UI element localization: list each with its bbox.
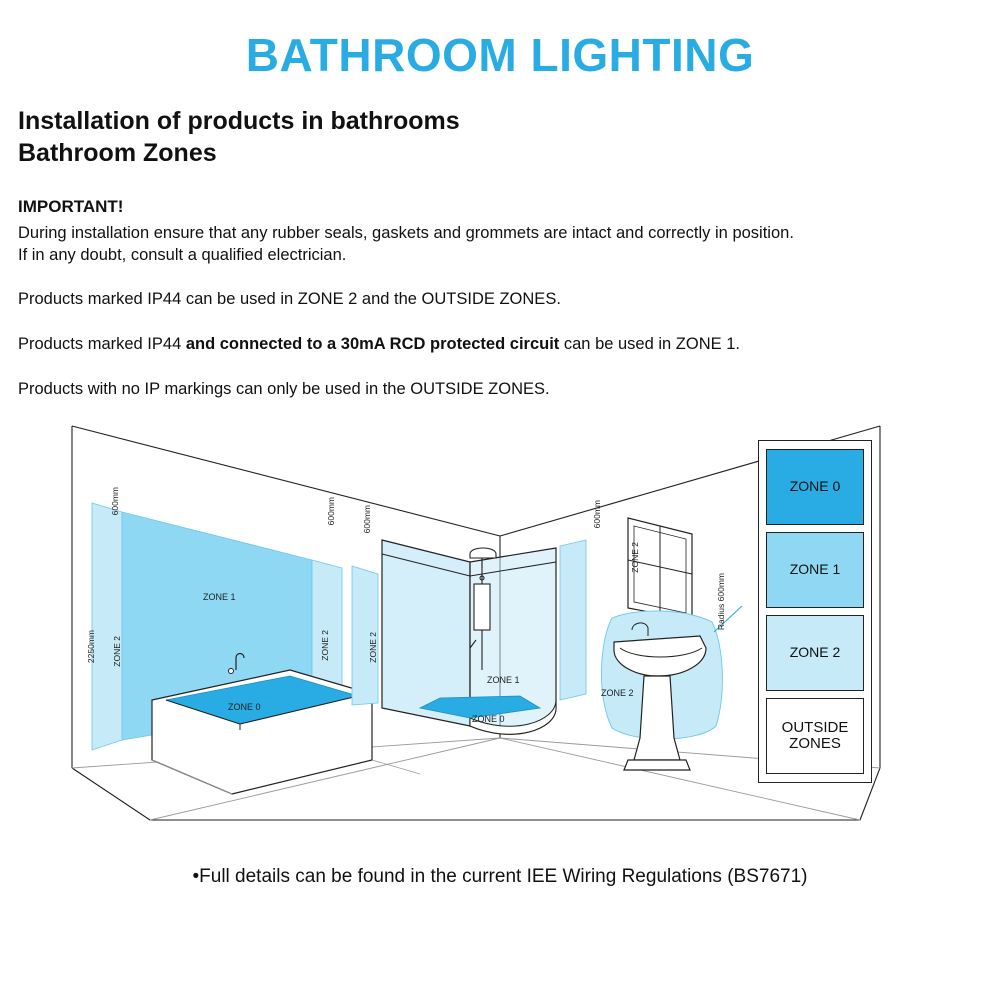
paragraph-installation-line-1: During installation ensure that any rubber seals, gaskets and grommets are intact and correctly in position. — [18, 224, 794, 242]
heading-line-2: Bathroom Zones — [18, 139, 217, 167]
label-dim-600-4: 600mm — [592, 500, 602, 529]
label-basin-zone2: ZONE 2 — [601, 688, 634, 698]
legend-item-zone-1: ZONE 1 — [766, 532, 864, 608]
footer-note: •Full details can be found in the current IEE Wiring Regulations (BS7671) — [192, 866, 808, 887]
paragraph-no-ip: Products with no IP markings can only be used in the OUTSIDE ZONES. — [18, 380, 550, 398]
label-shower-zone1: ZONE 1 — [487, 675, 520, 685]
page-title: BATHROOM LIGHTING — [245, 29, 755, 81]
legend-item-zone-2: ZONE 2 — [766, 615, 864, 691]
label-radius: Radius 600mm — [716, 573, 726, 631]
important-label: IMPORTANT! — [18, 197, 124, 216]
label-dim-600-3: 600mm — [362, 505, 372, 534]
heading-line-1: Installation of products in bathrooms — [18, 107, 460, 135]
zone-legend — [758, 440, 872, 783]
paragraph-ip44-rcd-part-3: can be used in ZONE 1. — [559, 335, 740, 353]
legend-item-outside-zones — [766, 698, 864, 774]
legend-outside-line-1: OUTSIDE — [781, 718, 849, 736]
paragraph-ip44-zone2: Products marked IP44 can be used in ZONE 2 and the OUTSIDE ZONES. — [18, 290, 561, 308]
label-bath-zone2-left: ZONE 2 — [112, 636, 122, 667]
paragraph-ip44-rcd-bold: and connected to a 30mA RCD protected circuit — [185, 335, 560, 353]
label-bath-zone1: ZONE 1 — [203, 592, 236, 602]
label-dim-600-1: 600mm — [110, 487, 120, 516]
paragraph-installation-line-2: If in any doubt, consult a qualified electrician. — [18, 246, 347, 265]
section-heading — [18, 105, 460, 169]
legend-outside-line-2: ZONES — [789, 735, 841, 752]
label-shower-zone2: ZONE 2 — [368, 632, 378, 663]
label-bath-height: 2250mm — [86, 630, 96, 664]
paragraph-installation — [18, 222, 993, 267]
label-bath-zone0: ZONE 0 — [228, 702, 261, 712]
legend-item-zone-0: ZONE 0 — [766, 449, 864, 525]
paragraph-ip44-rcd — [18, 333, 740, 355]
label-shower-zone0: ZONE 0 — [472, 714, 505, 724]
label-dim-600-2: 600mm — [326, 497, 336, 526]
label-bath-zone2-right: ZONE 2 — [320, 630, 330, 661]
paragraph-ip44-rcd-part-1: Products marked IP44 — [18, 335, 186, 353]
label-window-zone2: ZONE 2 — [630, 542, 640, 573]
